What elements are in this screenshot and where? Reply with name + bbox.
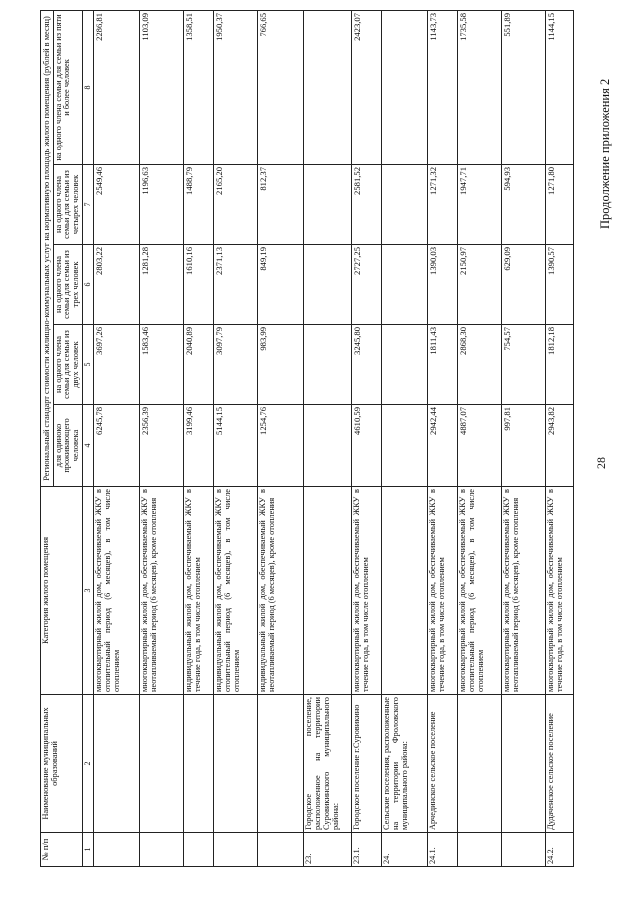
standard-value: 983,99 <box>258 325 304 405</box>
standard-value: 1271,80 <box>546 165 574 245</box>
row-number <box>184 833 214 867</box>
column-number: 7 <box>83 165 94 245</box>
standard-value: 3245,80 <box>352 325 382 405</box>
row-number: 24. <box>382 833 428 867</box>
municipality-name <box>184 695 214 833</box>
standard-value: 1103,09 <box>140 10 184 164</box>
standard-value: 849,19 <box>258 245 304 325</box>
standard-value <box>382 165 428 245</box>
table-row <box>140 10 184 866</box>
standard-value: 2286,81 <box>94 10 140 164</box>
standard-value: 1488,79 <box>184 165 214 245</box>
table-row <box>546 10 574 866</box>
standard-value: 2549,46 <box>94 165 140 245</box>
page-number: 28 <box>594 457 608 469</box>
row-number <box>214 833 258 867</box>
column-number: 5 <box>83 325 94 405</box>
municipality-name <box>502 695 546 833</box>
header-sub-4: на одного члена семьи для семьи из четырех человек <box>53 165 82 245</box>
standard-value: 1811,43 <box>428 325 458 405</box>
municipality-name <box>214 695 258 833</box>
header-sub-1: для одиноко проживающего человека <box>53 405 82 487</box>
row-number: 23.1. <box>352 833 382 867</box>
standard-value: 1271,32 <box>428 165 458 245</box>
standard-value: 2040,89 <box>184 325 214 405</box>
standard-value: 551,89 <box>502 10 546 164</box>
standard-value: 766,65 <box>258 10 304 164</box>
standard-value <box>304 165 352 245</box>
appendix-subtitle: Продолжение приложения 2 <box>598 78 612 229</box>
standard-value <box>382 10 428 164</box>
column-number: 8 <box>83 10 94 164</box>
municipality-name: Сельские поселения, расположенные на территории Фроловского муниципального района: <box>382 695 428 833</box>
standard-value: 2356,39 <box>140 405 184 487</box>
standard-value: 2423,07 <box>352 10 382 164</box>
table-row <box>258 10 304 866</box>
housing-category: многоквартирный жилой дом, обеспечиваемый ЖКУ в отопительный период (6 месяцев), в том числе отоплением <box>458 487 502 695</box>
row-number <box>458 833 502 867</box>
standard-value: 6245,78 <box>94 405 140 487</box>
housing-category: многоквартирный жилой дом, обеспечиваемый ЖКУ в отопительный период (6 месяцев), в том числе отоплением <box>94 487 140 695</box>
row-number <box>502 833 546 867</box>
column-number: 1 <box>83 833 94 867</box>
standard-value: 1735,58 <box>458 10 502 164</box>
row-number: 24.2. <box>546 833 574 867</box>
standard-value: 4610,59 <box>352 405 382 487</box>
row-number <box>140 833 184 867</box>
standard-value: 3097,79 <box>214 325 258 405</box>
standard-value: 1281,28 <box>140 245 184 325</box>
municipality-name <box>258 695 304 833</box>
standard-value <box>304 325 352 405</box>
table-row <box>94 10 140 866</box>
standard-value: 2803,22 <box>94 245 140 325</box>
table-row <box>428 10 458 866</box>
header-sub-2: на одного члена семьи для семьи из двух человек <box>53 325 82 405</box>
housing-category: индивидуальный жилой дом, обеспечиваемый ЖКУ в неотапливаемый период (6 месяцев), кроме отопления <box>258 487 304 695</box>
standard-value: 1196,63 <box>140 165 184 245</box>
municipality-name: Дудаченское сельское поселение <box>546 695 574 833</box>
municipality-name: Городское поселение г.Суровикино <box>352 695 382 833</box>
standard-value: 1583,46 <box>140 325 184 405</box>
municipality-name: Арчединское сельское поселение <box>428 695 458 833</box>
standard-value: 2165,20 <box>214 165 258 245</box>
housing-category: многоквартирный жилой дом, обеспечиваемый ЖКУ в неотапливаемый период (6 месяцев), кроме отопления <box>140 487 184 695</box>
housing-category: индивидуальный жилой дом, обеспечиваемый ЖКУ в отопительный период (6 месяцев), в том числе отоплением <box>214 487 258 695</box>
standard-value <box>304 10 352 164</box>
municipality-name: Городское поселение, расположенное на территории Суровикинского муниципального района: <box>304 695 352 833</box>
column-number: 6 <box>83 245 94 325</box>
housing-category: многоквартирный жилой дом, обеспечиваемый ЖКУ в течение года, в том числе отоплением <box>352 487 382 695</box>
standard-value <box>304 405 352 487</box>
row-number: 24.1. <box>428 833 458 867</box>
standard-value <box>304 245 352 325</box>
housing-category: индивидуальный жилой дом, обеспечиваемый ЖКУ в течение года, в том числе отоплением <box>184 487 214 695</box>
table-row <box>502 10 546 866</box>
standard-value: 1947,71 <box>458 165 502 245</box>
header-num: № п/п <box>41 833 83 867</box>
municipality-name <box>140 695 184 833</box>
row-number <box>94 833 140 867</box>
standard-value: 1254,76 <box>258 405 304 487</box>
table-row <box>352 10 382 866</box>
standard-value: 1143,73 <box>428 10 458 164</box>
standard-value: 2150,97 <box>458 245 502 325</box>
standard-value <box>382 245 428 325</box>
table-row <box>458 10 502 866</box>
housing-category: многоквартирный жилой дом, обеспечиваемый ЖКУ в неотапливаемый период (6 месяцев), кроме отопления <box>502 487 546 695</box>
standard-value: 754,57 <box>502 325 546 405</box>
standard-value: 1390,03 <box>428 245 458 325</box>
table-row <box>184 10 214 866</box>
standard-value <box>382 405 428 487</box>
header-standard: Региональный стандарт стоимости жилищно-коммунальных услуг на нормативную площадь жилого помещения (рублей в месяц) <box>41 10 54 486</box>
housing-category: многоквартирный жилой дом, обеспечиваемый ЖКУ в течение года, в том числе отоплением <box>428 487 458 695</box>
standard-value: 1610,16 <box>184 245 214 325</box>
standard-value: 3199,46 <box>184 405 214 487</box>
table-row <box>304 10 352 866</box>
standard-value: 629,09 <box>502 245 546 325</box>
column-number: 4 <box>83 405 94 487</box>
header-sub-3: на одного члена семьи для семьи из трех человек <box>53 245 82 325</box>
standard-value: 2868,30 <box>458 325 502 405</box>
standard-value: 2942,44 <box>428 405 458 487</box>
standard-value: 2943,82 <box>546 405 574 487</box>
header-category: Категория жилого помещения <box>41 487 83 695</box>
standard-value: 1390,57 <box>546 245 574 325</box>
column-number: 3 <box>83 487 94 695</box>
standard-value: 2371,13 <box>214 245 258 325</box>
standard-value: 1950,37 <box>214 10 258 164</box>
standard-value: 1812,18 <box>546 325 574 405</box>
municipality-name <box>458 695 502 833</box>
column-number-row <box>83 10 94 866</box>
standard-value: 1358,51 <box>184 10 214 164</box>
standard-value: 1144,15 <box>546 10 574 164</box>
housing-category <box>304 487 352 695</box>
standard-value: 5144,15 <box>214 405 258 487</box>
table-row <box>382 10 428 866</box>
row-number: 23. <box>304 833 352 867</box>
row-number <box>258 833 304 867</box>
table-body <box>94 10 574 866</box>
standard-table <box>40 10 574 867</box>
housing-category: многоквартирный жилой дом, обеспечиваемый ЖКУ в течение года, в том числе отоплением <box>546 487 574 695</box>
standard-value: 2727,25 <box>352 245 382 325</box>
header-municipality: Наименование муниципальных образований <box>41 695 83 833</box>
standard-value: 2581,52 <box>352 165 382 245</box>
standard-value: 812,37 <box>258 165 304 245</box>
standard-value <box>382 325 428 405</box>
standard-value: 997,81 <box>502 405 546 487</box>
column-number: 2 <box>83 695 94 833</box>
standard-value: 3697,26 <box>94 325 140 405</box>
standard-value: 594,93 <box>502 165 546 245</box>
header-sub-5: на одного члена семьи для семьи из пяти и более человек <box>53 10 82 164</box>
municipality-name <box>94 695 140 833</box>
standard-value: 4887,07 <box>458 405 502 487</box>
table-row <box>214 10 258 866</box>
housing-category <box>382 487 428 695</box>
